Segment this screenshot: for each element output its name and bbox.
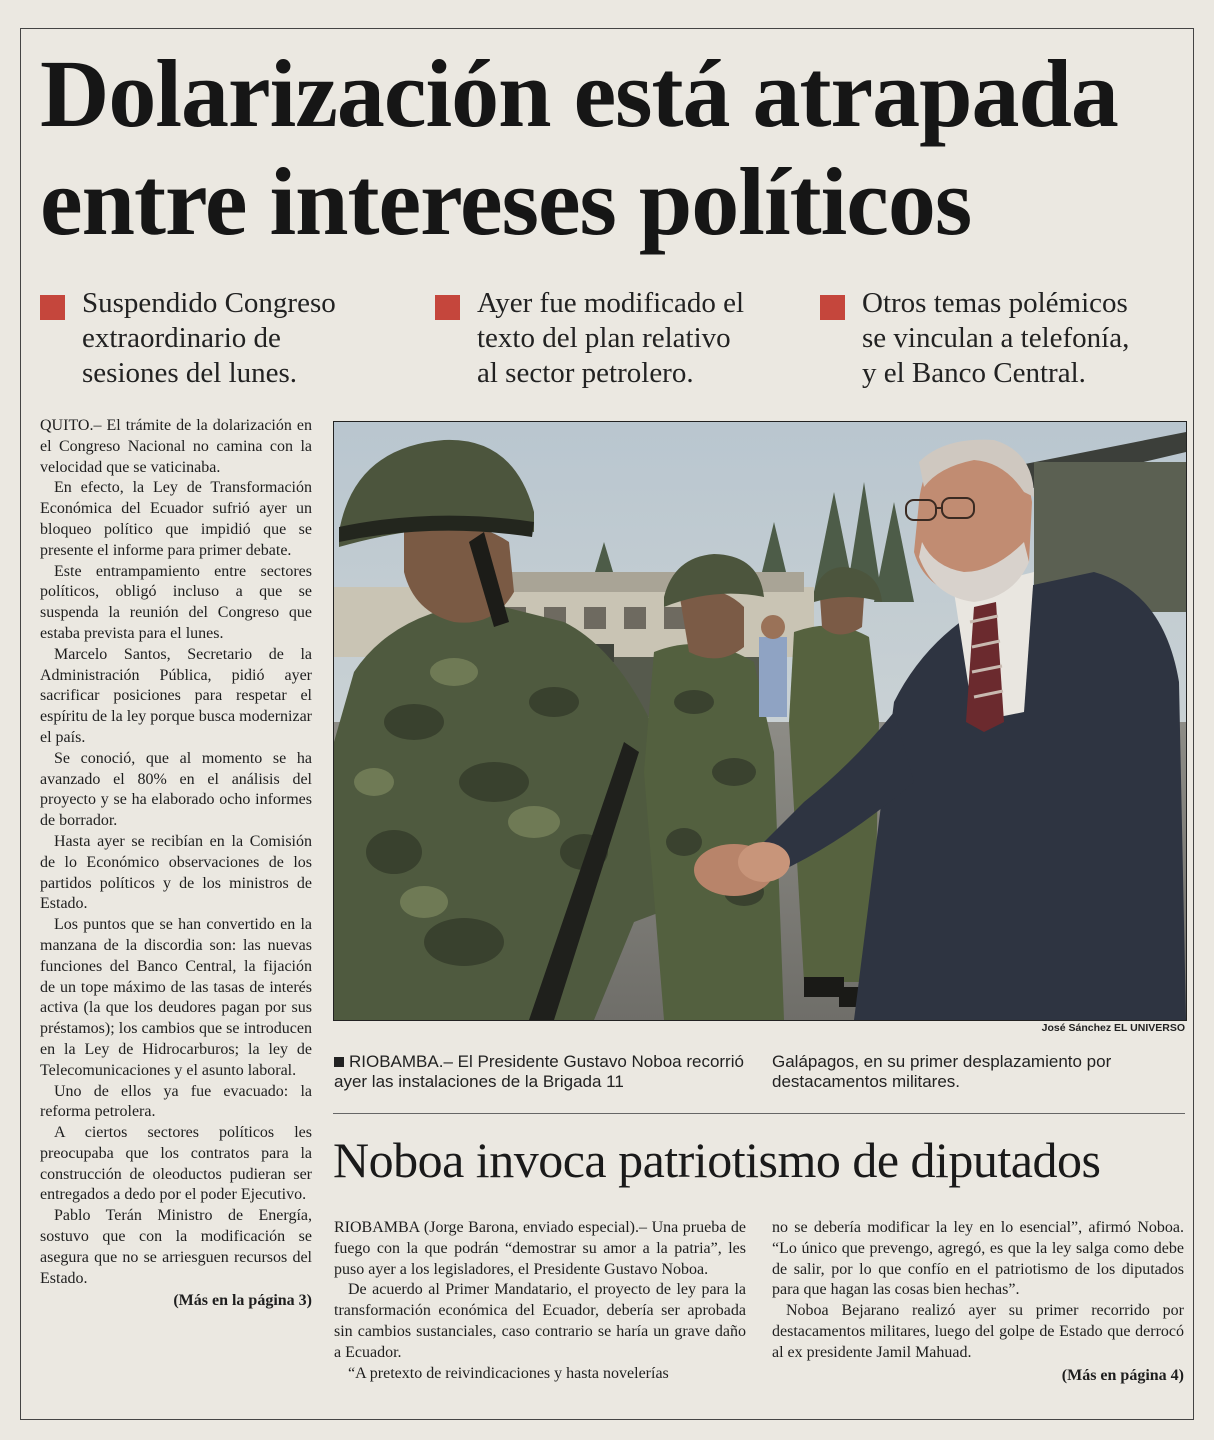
second-article-column-1 bbox=[334, 1218, 746, 1384]
article-paragraph: Hasta ayer se recibían en la Comisión de lo Económico observaciones de los partidos políticos y de los ministros de Estado. bbox=[40, 832, 312, 913]
second-article-column-2 bbox=[772, 1218, 1184, 1386]
article-paragraph: Se conoció, que al momento se ha avanzado el 80% en el análisis del proyecto y se ha elaborado ocho informes de borrador. bbox=[40, 749, 312, 830]
article-paragraph: De acuerdo al Primer Mandatario, el proyecto de ley para la transformación económica del Ecuador, debería ser aprobada sin cambios sustanciales, caso contrario se haría un grave daño a Ecuador. bbox=[334, 1281, 746, 1361]
soldiers-handshake-illustration bbox=[334, 422, 1186, 1020]
photo-credit: José Sánchez EL UNIVERSO bbox=[1041, 1022, 1185, 1034]
summary-bullets bbox=[40, 286, 1190, 396]
article-paragraph: En efecto, la Ley de Transformación Económica del Ecuador sufrió ayer un bloqueo político que impidió que se presente el informe para primer debate. bbox=[40, 479, 312, 559]
headline-line-1: Dolarización está atrapada bbox=[40, 40, 1118, 147]
second-headline: Noboa invoca patriotismo de diputados bbox=[333, 1132, 1101, 1188]
section-divider bbox=[333, 1113, 1185, 1114]
photo-caption bbox=[334, 1052, 754, 1092]
bullet-text: Otros temas polémicos se vinculan a telefonía, y el Banco Central. bbox=[862, 287, 1130, 389]
headline-line-2: entre intereses políticos bbox=[40, 148, 972, 255]
article-paragraph: Noboa Bejarano realizó ayer su primer recorrido por destacamentos militares, luego del golpe de Estado que derrocó al ex presidente Jamil Mahuad. bbox=[772, 1302, 1184, 1361]
red-square-icon bbox=[435, 295, 460, 320]
caption-square-icon bbox=[334, 1057, 344, 1067]
continued-on-page-3: (Más en la página 3) bbox=[173, 1292, 312, 1310]
bullet-text: Suspendido Congreso extraordinario de sesiones del lunes. bbox=[82, 287, 336, 389]
main-article-column bbox=[40, 416, 312, 1312]
article-paragraph: Marcelo Santos, Secretario de la Administración Pública, pidió ayer sacrificar posiciones para respetar el espíritu de la ley porque busca modernizar el país. bbox=[40, 645, 312, 746]
article-paragraph: Uno de ellos ya fue evacuado: la reforma petrolera. bbox=[40, 1082, 312, 1121]
article-paragraph: A ciertos sectores políticos les preocupaba que los contratos para la construcción de oleoductos pudieran ser entregados a dedo por el poder Ejecutivo. bbox=[40, 1124, 312, 1204]
caption-text-part-1: RIOBAMBA.– El Presidente Gustavo Noboa recorrió ayer las instalaciones de la Brigada 11 bbox=[334, 1052, 744, 1091]
article-paragraph: Pablo Terán Ministro de Energía, sostuvo que con la modificación se asegura que no se arriesguen recursos del Estado. bbox=[40, 1207, 312, 1287]
article-paragraph: RIOBAMBA (Jorge Barona, enviado especial).– Una prueba de fuego con la que podrán “demostrar su amor a la patria”, les puso ayer a los legisladores, el Presidente Gustavo Noboa. bbox=[334, 1219, 746, 1278]
news-photo bbox=[333, 421, 1187, 1021]
article-paragraph: no se debería modificar la ley en lo esencial”, afirmó Noboa. “Lo único que prevengo, agregó, es que la ley salga como debe de salir, por lo que confío en el patriotismo de los diputados para que hagan las cosas bien hechas”. bbox=[772, 1219, 1184, 1299]
article-paragraph: Los puntos que se han convertido en la manzana de la discordia son: las nuevas funciones del Banco Central, la fijación de un tope máximo de las tasas de interés activa (la que los deudores pagan por sus préstamos); los cambios que se introducen en la Ley de Hidrocarburos; la ley de Telecomunicaciones y el asunto laboral. bbox=[40, 916, 312, 1079]
article-paragraph: QUITO.– El trámite de la dolarización en el Congreso Nacional no camina con la velocidad que se vaticinaba. bbox=[40, 417, 312, 476]
red-square-icon bbox=[40, 295, 65, 320]
photo-caption-continued: Galápagos, en su primer desplazamiento por destacamentos militares. bbox=[772, 1052, 1112, 1091]
article-paragraph: Este entrampamiento entre sectores políticos, obligó incluso a que se suspenda la reunión del Congreso que estaba prevista para el lunes. bbox=[40, 562, 312, 642]
red-square-icon bbox=[820, 295, 845, 320]
article-paragraph: “A pretexto de reivindicaciones y hasta novelerías bbox=[348, 1364, 669, 1382]
main-headline bbox=[40, 40, 1190, 256]
continued-on-page-4: (Más en página 4) bbox=[1061, 1366, 1184, 1384]
bullet-text: Ayer fue modificado el texto del plan relativo al sector petrolero. bbox=[477, 287, 745, 389]
